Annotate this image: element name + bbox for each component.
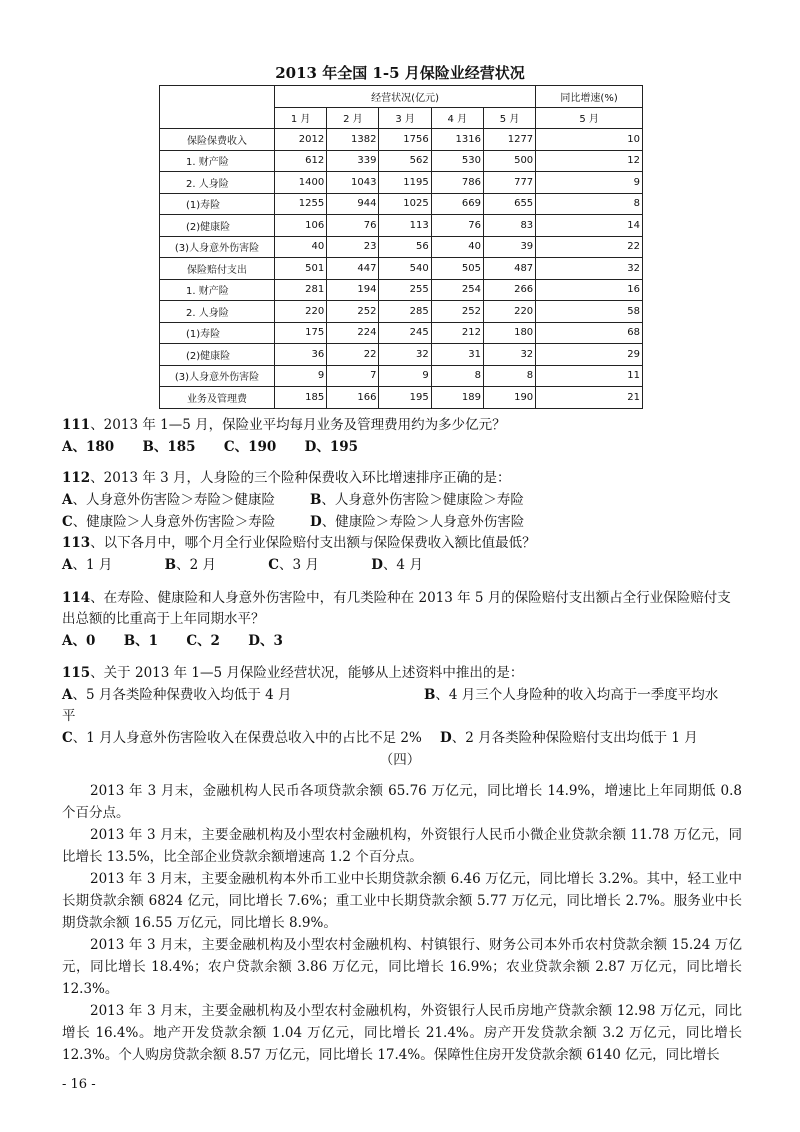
question-113-options <box>62 555 471 575</box>
table-cell: 8 <box>536 193 643 215</box>
option-b[interactable]: B、1 <box>123 633 159 649</box>
table-cell: 16 <box>536 279 643 301</box>
question-stem: 、在寿险、健康险和人身意外伤害险中，有几类险种在 2013 年 5 月的保险赔付支出额占全行业保险赔付支 <box>90 590 731 606</box>
table-cell: 1025 <box>379 193 431 215</box>
table-cell: 245 <box>379 322 431 344</box>
table-cell: 32 <box>379 344 431 366</box>
table-cell: 12 <box>536 150 643 172</box>
table-cell: 1195 <box>379 172 431 194</box>
question-114 <box>62 588 731 608</box>
table-cell: 9 <box>379 365 431 387</box>
table-cell: 224 <box>327 322 379 344</box>
header-blank <box>160 86 275 129</box>
month-header: 2 月 <box>327 107 379 129</box>
section-label: （四） <box>379 752 421 768</box>
table-cell: 21 <box>536 387 643 409</box>
table-cell: 175 <box>275 322 327 344</box>
table-cell: 11 <box>536 365 643 387</box>
table-cell: 58 <box>536 301 643 323</box>
question-stem: 、2013 年 3 月，人身险的三个险种保费收入环比增速排序正确的是： <box>90 470 511 486</box>
row-label: (2)健康险 <box>160 215 275 237</box>
option-a[interactable]: A、0 <box>62 633 96 649</box>
option-b[interactable]: B、4 月三个人身险种的收入均高于一季度平均水 <box>424 687 719 703</box>
table-cell: 23 <box>327 236 379 258</box>
question-111-options <box>62 437 382 457</box>
question-115 <box>62 663 523 683</box>
group-header: 经营状况(亿元) <box>275 86 536 108</box>
table-cell: 8 <box>431 365 483 387</box>
question-number: 114 <box>62 590 91 606</box>
table-cell: 501 <box>275 258 327 280</box>
row-label: 1. 财产险 <box>160 150 275 172</box>
row-label: 业务及管理费 <box>160 387 275 409</box>
table-cell: 83 <box>483 215 535 237</box>
paragraph: 2013 年 3 月末，主要金融机构本外币工业中长期贷款余额 6.46 万亿元，同比增长 3.2%。其中，轻工业中长期贷款余额 6824 亿元，同比增长 7.6%；重工业中长期贷款余额 5.77 万亿元，同比增长 2.7%。服务业中长期贷款余额 16.55 万亿元，同比增长 8.9%。 <box>62 871 742 931</box>
option-d[interactable]: D、195 <box>304 439 359 455</box>
row-label: (3)人身意外伤害险 <box>160 236 275 258</box>
table-row <box>160 193 643 215</box>
table-cell: 36 <box>275 344 327 366</box>
question-stem: 、2013 年 1—5 月，保险业平均每月业务及管理费用约为多少亿元？ <box>90 417 506 433</box>
option-d[interactable]: D、4 月 <box>371 557 423 573</box>
table-cell: 339 <box>327 150 379 172</box>
table-cell: 180 <box>483 322 535 344</box>
yoy-header: 同比增速(%) <box>536 86 643 108</box>
row-label: 2. 人身险 <box>160 172 275 194</box>
table-row <box>160 150 643 172</box>
option-c[interactable]: C、190 <box>223 439 277 455</box>
table-cell: 252 <box>327 301 379 323</box>
option-b[interactable]: B、2 月 <box>164 557 216 573</box>
table-cell: 76 <box>431 215 483 237</box>
table-cell: 944 <box>327 193 379 215</box>
table-cell: 39 <box>483 236 535 258</box>
table-row <box>160 279 643 301</box>
table-cell: 166 <box>327 387 379 409</box>
table-cell: 31 <box>431 344 483 366</box>
question-111 <box>62 415 506 435</box>
table-row <box>160 322 643 344</box>
table-cell: 500 <box>483 150 535 172</box>
row-label: (3)人身意外伤害险 <box>160 365 275 387</box>
table-cell: 252 <box>431 301 483 323</box>
table-row <box>160 344 643 366</box>
page-number: - 16 - <box>62 1077 96 1092</box>
table-cell: 212 <box>431 322 483 344</box>
table-cell: 194 <box>327 279 379 301</box>
question-number: 112 <box>62 470 91 486</box>
option-b[interactable]: B、185 <box>142 439 196 455</box>
option-a[interactable]: A、1 月 <box>62 557 113 573</box>
table-cell: 447 <box>327 258 379 280</box>
table-cell: 281 <box>275 279 327 301</box>
option-d[interactable]: D、2 月各类险种保险赔付支出均低于 1 月 <box>440 730 698 746</box>
table-cell: 505 <box>431 258 483 280</box>
table-cell: 1277 <box>483 129 535 151</box>
table-cell: 786 <box>431 172 483 194</box>
table-row <box>160 236 643 258</box>
table-cell: 14 <box>536 215 643 237</box>
table-header-row <box>160 86 643 108</box>
question-112 <box>62 468 511 488</box>
table-row <box>160 387 643 409</box>
table-cell: 487 <box>483 258 535 280</box>
question-number: 111 <box>62 417 91 433</box>
table-cell: 220 <box>483 301 535 323</box>
table-cell: 8 <box>483 365 535 387</box>
table-cell: 655 <box>483 193 535 215</box>
row-label: (1)寿险 <box>160 322 275 344</box>
table-cell: 220 <box>275 301 327 323</box>
table-cell: 189 <box>431 387 483 409</box>
table-cell: 190 <box>483 387 535 409</box>
table-cell: 669 <box>431 193 483 215</box>
row-label: 1. 财产险 <box>160 279 275 301</box>
row-label: 保险保费收入 <box>160 129 275 151</box>
table-cell: 562 <box>379 150 431 172</box>
row-label: (1)寿险 <box>160 193 275 215</box>
question-stem: 、关于 2013 年 1—5 月保险业经营状况，能够从上述资料中推出的是： <box>90 665 524 681</box>
insurance-stats-table <box>159 85 643 409</box>
row-label: (2)健康险 <box>160 344 275 366</box>
table-cell: 540 <box>379 258 431 280</box>
option-c[interactable]: C、3 月 <box>268 557 319 573</box>
option-c[interactable]: C、健康险＞人身意外伤害险＞寿险 <box>62 514 276 530</box>
table-cell: 22 <box>327 344 379 366</box>
table-row <box>160 301 643 323</box>
table-cell: 40 <box>275 236 327 258</box>
table-cell: 195 <box>379 387 431 409</box>
table-cell: 266 <box>483 279 535 301</box>
table-row <box>160 365 643 387</box>
table-cell: 9 <box>275 365 327 387</box>
question-number: 113 <box>62 535 91 551</box>
yoy-month-header: 5 月 <box>536 107 643 129</box>
table-cell: 68 <box>536 322 643 344</box>
table-cell: 1400 <box>275 172 327 194</box>
option-a[interactable]: A、人身意外伤害险＞寿险＞健康险 <box>62 492 275 508</box>
table-cell: 76 <box>327 215 379 237</box>
month-header: 5 月 <box>483 107 535 129</box>
paragraph: 2013 年 3 月末，金融机构人民币各项贷款余额 65.76 万亿元，同比增长 14.9%，增速比上年同期低 0.8 个百分点。 <box>62 783 742 821</box>
row-label: 2. 人身险 <box>160 301 275 323</box>
table-cell: 1043 <box>327 172 379 194</box>
table-cell: 22 <box>536 236 643 258</box>
table-cell: 32 <box>536 258 643 280</box>
table-title: 2013 年全国 1-5 月保险业经营状况 <box>275 64 525 82</box>
table-row <box>160 215 643 237</box>
question-114-options <box>62 631 307 651</box>
table-cell: 255 <box>379 279 431 301</box>
row-label: 保险赔付支出 <box>160 258 275 280</box>
table-cell: 10 <box>536 129 643 151</box>
table-cell: 1756 <box>379 129 431 151</box>
question-113 <box>62 533 536 553</box>
table-cell: 2012 <box>275 129 327 151</box>
table-cell: 185 <box>275 387 327 409</box>
option-d[interactable]: D、健康险＞寿险＞人身意外伤害险 <box>310 514 525 530</box>
table-cell: 106 <box>275 215 327 237</box>
option-b-cont: 平 <box>62 708 76 724</box>
paragraph: 2013 年 3 月末，主要金融机构及小型农村金融机构，外资银行人民币小微企业贷款余额 11.78 万亿元，同比增长 13.5%，比全部企业贷款余额增速高 1.2 个百分点。 <box>62 827 742 865</box>
question-stem: 、以下各月中，哪个月全行业保险赔付支出额与保险保费收入额比值最低？ <box>90 535 536 551</box>
month-header: 1 月 <box>275 107 327 129</box>
option-c[interactable]: C、1 月人身意外伤害险收入在保费总收入中的占比不足 2% <box>62 730 422 746</box>
paragraph: 2013 年 3 月末，主要金融机构及小型农村金融机构，外资银行人民币房地产贷款余额 12.98 万亿元，同比增长 16.4%。地产开发贷款余额 1.04 万亿元，同比增长 21.4%。房产开发贷款余额 3.2 万亿元，同比增长 12.3%。个人购房贷款余额 8.57 万亿元，同比增长 17.4%。保障性住房开发贷款余额 6140 亿元，同比增长 <box>62 1003 742 1063</box>
month-header: 4 月 <box>431 107 483 129</box>
option-a[interactable]: A、5 月各类险种保费收入均低于 4 月 <box>62 687 292 703</box>
table-cell: 29 <box>536 344 643 366</box>
table-cell: 254 <box>431 279 483 301</box>
table-cell: 612 <box>275 150 327 172</box>
table-row <box>160 172 643 194</box>
table-row <box>160 258 643 280</box>
table-cell: 530 <box>431 150 483 172</box>
paragraph: 2013 年 3 月末，主要金融机构及小型农村金融机构、村镇银行、财务公司本外币农村贷款余额 15.24 万亿元，同比增长 18.4%；农户贷款余额 3.86 万亿元，同比增长 16.9%；农业贷款余额 2.87 万亿元，同比增长 12.3%。 <box>62 937 742 997</box>
table-cell: 1316 <box>431 129 483 151</box>
option-d[interactable]: D、3 <box>248 633 283 649</box>
table-row <box>160 129 643 151</box>
table-cell: 1255 <box>275 193 327 215</box>
table-cell: 56 <box>379 236 431 258</box>
option-b[interactable]: B、人身意外伤害险＞健康险＞寿险 <box>310 492 524 508</box>
question-number: 115 <box>62 665 91 681</box>
table-cell: 32 <box>483 344 535 366</box>
table-cell: 7 <box>327 365 379 387</box>
option-a[interactable]: A、180 <box>62 439 115 455</box>
table-cell: 1382 <box>327 129 379 151</box>
question-114-stem-cont: 出总额的比重高于上年同期水平？ <box>62 611 265 627</box>
table-cell: 113 <box>379 215 431 237</box>
table-cell: 40 <box>431 236 483 258</box>
month-header: 3 月 <box>379 107 431 129</box>
table-cell: 777 <box>483 172 535 194</box>
table-cell: 9 <box>536 172 643 194</box>
table-cell: 285 <box>379 301 431 323</box>
option-c[interactable]: C、2 <box>186 633 220 649</box>
